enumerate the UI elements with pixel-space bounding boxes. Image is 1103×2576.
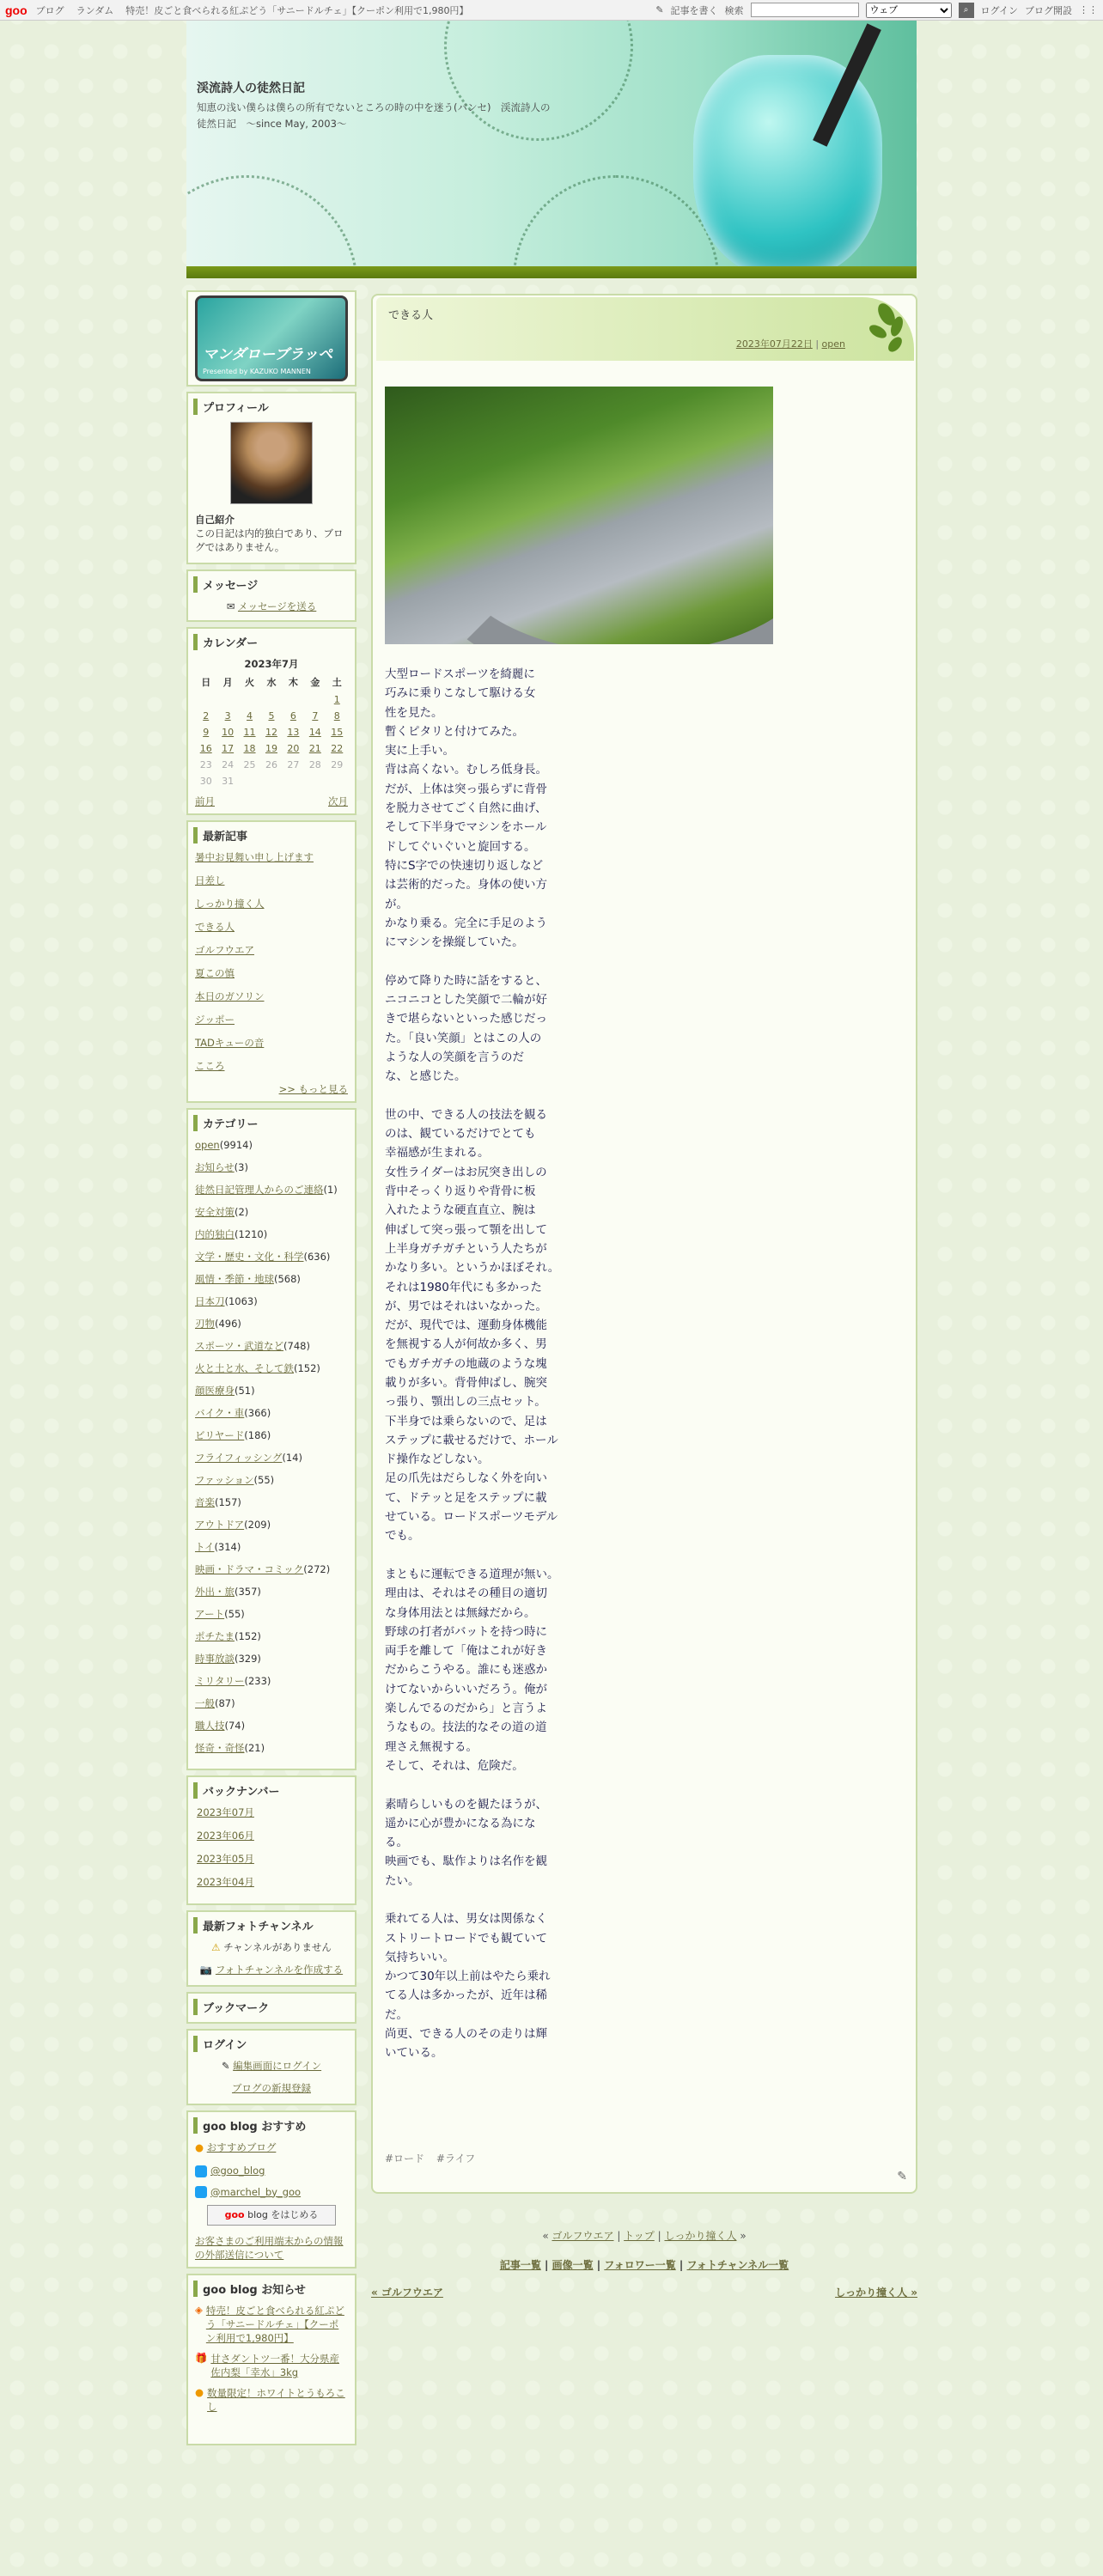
calendar-day[interactable]: 30: [199, 776, 212, 787]
calendar-day-link[interactable]: 21: [308, 743, 321, 754]
calendar-prev-link[interactable]: 前月: [195, 795, 215, 807]
category-item: [195, 1428, 348, 1442]
category-count: (1063): [224, 1295, 258, 1307]
category-link[interactable]: バイク・車: [195, 1407, 245, 1419]
category-item: [195, 1562, 348, 1576]
twitter-goo-blog-link[interactable]: @goo_blog: [210, 2165, 265, 2177]
calendar-day[interactable]: [239, 740, 260, 757]
category-link[interactable]: 時事放談: [195, 1653, 235, 1665]
category-count: (14): [282, 1452, 302, 1464]
category-heading: カテゴリー: [193, 1115, 348, 1131]
global-toolbar: [0, 0, 1103, 21]
mandala-banner[interactable]: [195, 295, 348, 381]
calendar-heading: カレンダー: [193, 634, 348, 650]
twitter-icon: [195, 2186, 207, 2198]
backnumber-link[interactable]: 2023年07月: [197, 1806, 254, 1818]
calendar-day[interactable]: [195, 724, 216, 740]
pencil-icon: ✎: [655, 4, 664, 15]
category-count: (3): [234, 1161, 248, 1173]
recent-post-link[interactable]: できる人: [195, 921, 235, 933]
calendar-day[interactable]: [239, 773, 260, 789]
category-count: (9914): [219, 1139, 253, 1151]
toolbar-right: [655, 3, 1098, 18]
calendar-day[interactable]: [195, 740, 216, 757]
backnumber-box: [186, 1775, 356, 1905]
calendar-day-link[interactable]: 4: [247, 710, 253, 722]
calendar-day-link[interactable]: 6: [289, 710, 296, 722]
category-link[interactable]: 職人技: [195, 1720, 225, 1732]
recent-posts-heading: 最新記事: [193, 827, 348, 843]
start-goo-blog-button[interactable]: goo blog をはじめる: [207, 2205, 336, 2226]
category-count: (186): [244, 1429, 271, 1441]
entry-photo-winding-road[interactable]: [385, 387, 773, 644]
category-link[interactable]: 一般: [195, 1697, 215, 1709]
calendar-day-link[interactable]: 17: [222, 743, 235, 754]
calendar-weekday: 火: [245, 677, 255, 688]
older-entry-link[interactable]: « ゴルフウエア: [371, 2287, 443, 2299]
search-button[interactable]: ⌕: [959, 3, 974, 18]
calendar-day[interactable]: [304, 773, 326, 789]
create-photo-channel-link[interactable]: フォトチャンネルを作成する: [215, 1964, 344, 1976]
profile-box: [186, 392, 356, 564]
category-item: [195, 1294, 348, 1308]
category-item: [195, 1674, 348, 1688]
category-count: (55): [253, 1474, 275, 1486]
calendar-day[interactable]: 29: [331, 759, 344, 770]
calendar-next-link[interactable]: 次月: [328, 795, 348, 807]
calendar-day-link[interactable]: 3: [224, 710, 231, 722]
calendar-day-link[interactable]: 10: [222, 727, 235, 738]
calendar-day-link[interactable]: 22: [331, 743, 344, 754]
calendar-weekday: 金: [310, 677, 320, 688]
category-count: (87): [215, 1697, 235, 1709]
bookmark-box: [186, 1992, 356, 2024]
blog-title[interactable]: 渓流詩人の徒然日記: [197, 82, 305, 95]
category-item: [195, 1227, 348, 1241]
entry-title: できる人: [388, 309, 434, 322]
camera-icon: 📷: [199, 1964, 213, 1976]
older-newer-navigation: [371, 2285, 917, 2299]
message-heading: メッセージ: [193, 576, 348, 593]
calendar-day[interactable]: [304, 740, 326, 757]
entry-tags: [385, 2151, 484, 2165]
category-link[interactable]: 徒然日記管理人からのご連絡: [195, 1184, 324, 1196]
bulb-icon: ●: [195, 2141, 204, 2153]
login-heading: ログイン: [193, 2036, 348, 2052]
calendar-day[interactable]: [304, 691, 326, 708]
recent-posts-box: [186, 820, 356, 1103]
category-count: (152): [294, 1362, 320, 1374]
banner-title: マンダローブラッペ: [203, 346, 333, 363]
calendar-day-link[interactable]: 1: [333, 694, 340, 705]
mandala-decoration: [186, 175, 358, 278]
category-item: [195, 1540, 348, 1554]
category-link[interactable]: 刃物: [195, 1318, 215, 1330]
calendar-day[interactable]: [283, 708, 304, 724]
search-scope-select[interactable]: [866, 3, 952, 18]
login-link[interactable]: ログイン: [980, 4, 1018, 16]
recent-post-link[interactable]: しっかり撞く人: [195, 898, 265, 910]
calendar-day-link[interactable]: 5: [268, 710, 275, 722]
notice-link[interactable]: 数量限定！ホワイトとうもろこし: [207, 2387, 345, 2413]
calendar-day[interactable]: [283, 724, 304, 740]
category-count: (366): [244, 1407, 271, 1419]
goo-notice-heading: goo blog お知らせ: [193, 2281, 348, 2297]
tag-link[interactable]: #ロード: [385, 2153, 425, 2165]
calendar-day-link[interactable]: 16: [199, 743, 212, 754]
search-label: 検索: [724, 4, 744, 16]
category-link[interactable]: 日本刀: [195, 1295, 225, 1307]
calendar-day[interactable]: [260, 708, 282, 724]
category-item: [195, 1607, 348, 1621]
twitter-icon: [195, 2165, 207, 2177]
category-item: [195, 1317, 348, 1331]
calendar-day[interactable]: [239, 691, 260, 708]
intro-text: この日記は内的独白であり、ブログではありません。: [195, 527, 344, 553]
tag-link[interactable]: #ライフ: [436, 2153, 476, 2165]
category-link[interactable]: ビリヤード: [195, 1429, 245, 1441]
calendar-day[interactable]: 27: [287, 759, 300, 770]
category-count: (51): [235, 1385, 255, 1397]
goo-recommend-box: [186, 2110, 356, 2268]
calendar-day[interactable]: [283, 740, 304, 757]
envelope-icon: ✉: [226, 600, 235, 612]
category-item: [195, 1205, 348, 1219]
calendar-day[interactable]: [239, 724, 260, 740]
calendar-day-link[interactable]: 19: [265, 743, 277, 754]
category-link[interactable]: アート: [195, 1608, 225, 1620]
category-count: (55): [224, 1608, 245, 1620]
category-link[interactable]: 音楽: [195, 1496, 215, 1508]
category-link[interactable]: 顔医療身: [195, 1385, 235, 1397]
calendar-month: 2023年7月: [244, 658, 299, 670]
entry-title-bar: [376, 297, 914, 361]
category-count: (748): [283, 1340, 310, 1352]
notice-link[interactable]: 特売！皮ごと食べられる紅ぷどう「サニードルチェ」【クーポン利用で1,980円】: [205, 2305, 344, 2344]
profile-avatar[interactable]: [230, 422, 313, 504]
category-count: (152): [235, 1630, 261, 1642]
calendar-day[interactable]: [326, 773, 348, 789]
category-link[interactable]: 外出・旅: [195, 1586, 235, 1598]
toolbar-link-random[interactable]: ランダム: [76, 4, 114, 16]
category-item: [195, 1272, 348, 1286]
category-item: [195, 1183, 348, 1197]
recent-post-link[interactable]: こころ: [195, 1060, 225, 1072]
grid-menu-icon[interactable]: ⋮⋮: [1079, 4, 1098, 15]
backnumber-link[interactable]: 2023年06月: [197, 1830, 254, 1842]
category-link[interactable]: ファッション: [195, 1474, 254, 1486]
calendar-day[interactable]: [195, 691, 216, 708]
toolbar-link-promo[interactable]: 特売！皮ごと食べられる紅ぷどう「サニードルチェ」【クーポン利用で1,980円】: [125, 4, 469, 16]
calendar-day-link[interactable]: 8: [333, 710, 340, 722]
calendar-day-link[interactable]: 18: [243, 743, 256, 754]
calendar-day-link[interactable]: 7: [312, 710, 319, 722]
calendar-day-link[interactable]: 20: [287, 743, 300, 754]
category-count: (21): [244, 1742, 265, 1754]
register-blog-link[interactable]: ブログの新規登録: [232, 2082, 311, 2094]
calendar-day[interactable]: 25: [243, 759, 256, 770]
category-item: [195, 1585, 348, 1599]
edit-entry-icon[interactable]: ✎: [897, 2170, 907, 2183]
sidebar: [186, 290, 356, 2451]
search-input[interactable]: [751, 3, 859, 17]
send-message-link[interactable]: メッセージを送る: [237, 600, 317, 612]
goo-logo[interactable]: goo: [5, 3, 27, 17]
write-article-link[interactable]: 記事を書く: [670, 4, 718, 16]
goo-recommend-heading: goo blog おすすめ: [193, 2117, 348, 2134]
newer-entry-link[interactable]: しっかり撞く人 »: [835, 2287, 917, 2299]
pencil-icon: ✎: [221, 2060, 230, 2072]
category-item: [195, 1473, 348, 1487]
calendar-day-link[interactable]: 9: [203, 727, 210, 738]
category-count: (209): [244, 1519, 271, 1531]
no-channel-text: チャンネルがありません: [223, 1941, 332, 1953]
entry-body: 大型ロードスポーツを綺麗に 巧みに乗りこなして駆ける女 性を見た。 暫くピタリと付けてみた。 実に上手い。 背は高くない。むしろ低身長。 だが、上体は突っ張らずに背骨 を脱力させてごく自然に曲げ、 そして下半身でマシンをホール ドしてぐいぐいと旋回する。 特にS字での快速切り返しなど は芸術的だった。身体の使い方 が。 かなり乗る。完全に手足のよう にマシンを操縦していた。 停めて降りた時に話をすると、 ニコニコとした笑顔で二輪が好 きで堪らないといった感じだっ た。「良い笑顔」とはこの人の ような人の笑顔を言うのだ な、と感じた。 世の中、できる人の技法を観る のは、観ているだけでとても 幸福感が生まれる。 女性ライダーはお尻突き出しの 背中そっくり返りや背骨に板 入れたような硬直直立、腕は 伸ばして突っ張って顎を出して 上半身ガチガチという人たちが かなり多い。というかほぼそれ。 それは1980年代にも多かった が、男ではそれはいなかった。 だが、現代では、運動身体機能 を無視する人が何故か多く、男 でもガチガチの地蔵のような塊 載りが多い。背骨伸ばし、腕突 っ張り、顎出しの三点セット。 下半身では乗らないので、足は ステップに載せるだけで、ホール ド操作などしない。 足の爪先はだらしなく外を向い て、ドテッと足をステップに載 せている。ロードスポーツモデル でも。 まともに運転できる道理が無い。 理由は、それはその種目の適切 な身体用法とは無縁だから。 野球の打者がバットを持つ時に 両手を離して「俺はこれが好き だからこうやる。誰にも迷惑か けてないからいいだろう。俺が 楽しんでるのだから」と言うよ うなもの。技法的なその道の道 理さえ無視する。 そして、それは、危険だ。 素晴らしいものを観たほうが、 遥かに心が豊かになる為にな る。 映画でも、駄作よりは名作を観 たい。 乗れてる人は、男女は関係なく ストリートロードでも観ていて 気持ちいい。 かつて30年以上前はやたら乗れ てる人は多かったが、近年は稀 だ。 尚更、できる人のその走りは輝 いている。: [385, 667, 560, 2061]
recent-post-link[interactable]: 夏この慎: [195, 967, 235, 979]
banner-box: [186, 290, 356, 387]
category-box: [186, 1108, 356, 1770]
prev-entry-link[interactable]: ゴルフウエア: [552, 2230, 614, 2242]
category-link[interactable]: スポーツ・武道など: [195, 1340, 284, 1352]
category-link[interactable]: open: [195, 1139, 220, 1151]
calendar-day[interactable]: [283, 773, 304, 789]
calendar-weekday: 木: [288, 677, 298, 688]
category-count: (329): [235, 1653, 261, 1665]
category-count: (568): [274, 1273, 301, 1285]
recent-post-link[interactable]: TADキューの音: [195, 1037, 265, 1049]
category-item: [195, 1361, 348, 1375]
category-count: (357): [235, 1586, 261, 1598]
calendar-table: [195, 673, 348, 789]
calendar-box: [186, 627, 356, 815]
calendar-day[interactable]: [260, 773, 282, 789]
category-item: [195, 1160, 348, 1174]
category-count: (496): [215, 1318, 241, 1330]
calendar-day[interactable]: [326, 724, 348, 740]
recent-post-link[interactable]: ゴルフウエア: [195, 944, 254, 956]
entry-navigation: « ゴルフウエア | トップ | しっかり撞く人 »: [542, 2230, 747, 2242]
external-info-link[interactable]: お客さまのご利用端末からの情報の外部送信について: [195, 2235, 344, 2261]
category-link[interactable]: 風情・季節・地球: [195, 1273, 274, 1285]
images-list-link[interactable]: 画像一覧: [552, 2259, 594, 2271]
category-item: [195, 1495, 348, 1509]
calendar-weekday: 水: [266, 677, 277, 688]
calendar-day[interactable]: [216, 740, 238, 757]
mandala-decoration: [513, 175, 719, 278]
category-item: [195, 1451, 348, 1465]
calendar-day-link[interactable]: 2: [203, 710, 210, 722]
calendar-day[interactable]: [260, 740, 282, 757]
category-link[interactable]: ミリタリー: [195, 1675, 245, 1687]
banner-subtitle: Presented by KAZUKO MANNEN: [203, 368, 311, 375]
next-entry-link[interactable]: しっかり撞く人: [664, 2230, 737, 2242]
blog-description: 知恵の浅い僕らは僕らの所有でないところの時の中を迷う(パンセ) 渓流詩人の徒然日記 ～since May, 2003～: [197, 101, 551, 130]
recent-post-link[interactable]: 本日のガソリン: [195, 990, 265, 1002]
calendar-day[interactable]: 24: [222, 759, 235, 770]
intro-heading: 自己紹介: [195, 514, 235, 526]
calendar-day[interactable]: 31: [222, 776, 235, 787]
category-link[interactable]: 火と土と水、そして鉄: [195, 1362, 294, 1374]
category-item: [195, 1652, 348, 1666]
twitter-marchel-link[interactable]: @marchel_by_goo: [210, 2185, 302, 2198]
category-count: (2): [235, 1206, 249, 1218]
category-link[interactable]: ポチたま: [195, 1630, 235, 1642]
toolbar-link-blog[interactable]: ブログ: [35, 4, 64, 16]
calendar-day[interactable]: [326, 740, 348, 757]
diamond-icon: ◈: [195, 2304, 203, 2316]
category-item: [195, 1339, 348, 1353]
calendar-weekday: 月: [222, 677, 233, 688]
category-count: (1): [323, 1184, 338, 1196]
category-count: (233): [244, 1675, 271, 1687]
calendar-day[interactable]: [216, 724, 238, 740]
backnumber-heading: バックナンバー: [193, 1782, 348, 1799]
recent-post-link[interactable]: ジッポー: [195, 1014, 235, 1026]
category-count: (1210): [235, 1228, 268, 1240]
calendar-day-link[interactable]: 15: [331, 727, 344, 738]
list-links: 記事一覧 | 画像一覧 | フォロワー一覧 | フォトチャンネル一覧: [499, 2259, 789, 2271]
calendar-day[interactable]: [195, 708, 216, 724]
calendar-day-link[interactable]: 13: [287, 727, 300, 738]
calendar-day[interactable]: [260, 691, 282, 708]
category-item: [195, 1518, 348, 1532]
calendar-day[interactable]: [260, 724, 282, 740]
calendar-weekday: 日: [201, 677, 211, 688]
start-goo-blog-label: blog をはじめる: [247, 2209, 319, 2220]
calendar-weekday: 土: [332, 677, 342, 688]
backnumber-link[interactable]: 2023年04月: [197, 1876, 254, 1888]
entry-category-link[interactable]: open: [821, 338, 845, 350]
category-item: [195, 1696, 348, 1710]
calendar-day[interactable]: 23: [199, 759, 212, 770]
calendar-day[interactable]: [239, 708, 260, 724]
category-link[interactable]: 映画・ドラマ・コミック: [195, 1563, 304, 1575]
message-box: [186, 569, 356, 622]
category-item: [195, 1741, 348, 1755]
calendar-day[interactable]: [326, 691, 348, 708]
category-item: [195, 1719, 348, 1733]
calendar-day[interactable]: [216, 691, 238, 708]
recent-post-link[interactable]: 日差し: [195, 874, 225, 886]
calendar-day[interactable]: [304, 724, 326, 740]
category-count: (314): [214, 1541, 241, 1553]
warning-icon: ⚠: [211, 1941, 221, 1953]
header-band: [186, 266, 917, 278]
leaf-decoration-icon: [852, 297, 909, 357]
recommended-blog-link[interactable]: おすすめブログ: [206, 2141, 277, 2153]
gift-icon: 🎁: [195, 2352, 208, 2364]
goo-notice-box: [186, 2274, 356, 2445]
open-blog-link[interactable]: ブログ開設: [1025, 4, 1072, 16]
entry-article: [371, 294, 917, 2194]
calendar-day[interactable]: [326, 708, 348, 724]
notice-link[interactable]: 甘さダントツ一番！大分県産佐内梨「幸水」3kg: [210, 2353, 339, 2378]
entries-list-link[interactable]: 記事一覧: [499, 2259, 541, 2271]
category-item: [195, 1138, 348, 1152]
edit-login-link[interactable]: 編集画面にログイン: [233, 2060, 322, 2072]
calendar-day[interactable]: [304, 708, 326, 724]
profile-heading: プロフィール: [193, 399, 348, 415]
category-count: (272): [303, 1563, 331, 1575]
coin-icon: ●: [195, 2386, 204, 2398]
category-link[interactable]: トイ: [195, 1541, 215, 1553]
category-link[interactable]: アウトドア: [195, 1519, 245, 1531]
entry-date-link[interactable]: 2023年07月22日: [735, 338, 813, 350]
followers-list-link[interactable]: フォロワー一覧: [604, 2259, 676, 2271]
category-link[interactable]: フライフィッシング: [195, 1452, 283, 1464]
calendar-day[interactable]: [283, 691, 304, 708]
calendar-day[interactable]: [216, 708, 238, 724]
blog-header: [186, 21, 917, 278]
calendar-day[interactable]: 26: [265, 759, 277, 770]
photo-channel-box: [186, 1910, 356, 1987]
recent-post-link[interactable]: 暑中お見舞い申し上げます: [195, 851, 314, 863]
login-box: [186, 2029, 356, 2105]
category-count: (636): [303, 1251, 331, 1263]
category-item: [195, 1384, 348, 1398]
category-link[interactable]: 安全対策: [195, 1206, 235, 1218]
category-item: [195, 1406, 348, 1420]
top-link[interactable]: トップ: [624, 2230, 655, 2242]
backnumber-link[interactable]: 2023年05月: [197, 1853, 254, 1865]
category-link[interactable]: 怪奇・奇怪: [195, 1742, 245, 1754]
calendar-day-link[interactable]: 12: [265, 727, 277, 738]
calendar-day-link[interactable]: 11: [243, 727, 256, 738]
bookmark-heading: ブックマーク: [193, 1999, 348, 2015]
category-item: [195, 1250, 348, 1264]
category-item: [195, 1629, 348, 1643]
photo-channel-heading: 最新フォトチャンネル: [193, 1917, 348, 1934]
category-link[interactable]: 文学・歴史・文化・科学: [195, 1251, 304, 1263]
calendar-day[interactable]: 28: [308, 759, 321, 770]
category-link[interactable]: 内的独白: [195, 1228, 235, 1240]
meta-separator: |: [812, 338, 822, 350]
category-count: (157): [215, 1496, 241, 1508]
entry-meta: [736, 337, 845, 350]
calendar-day-link[interactable]: 14: [308, 727, 321, 738]
recent-more-link[interactable]: >> もっと見る: [278, 1083, 348, 1095]
category-link[interactable]: お知らせ: [195, 1161, 235, 1173]
category-count: (74): [224, 1720, 246, 1732]
photo-channel-list-link[interactable]: フォトチャンネル一覧: [686, 2259, 789, 2271]
